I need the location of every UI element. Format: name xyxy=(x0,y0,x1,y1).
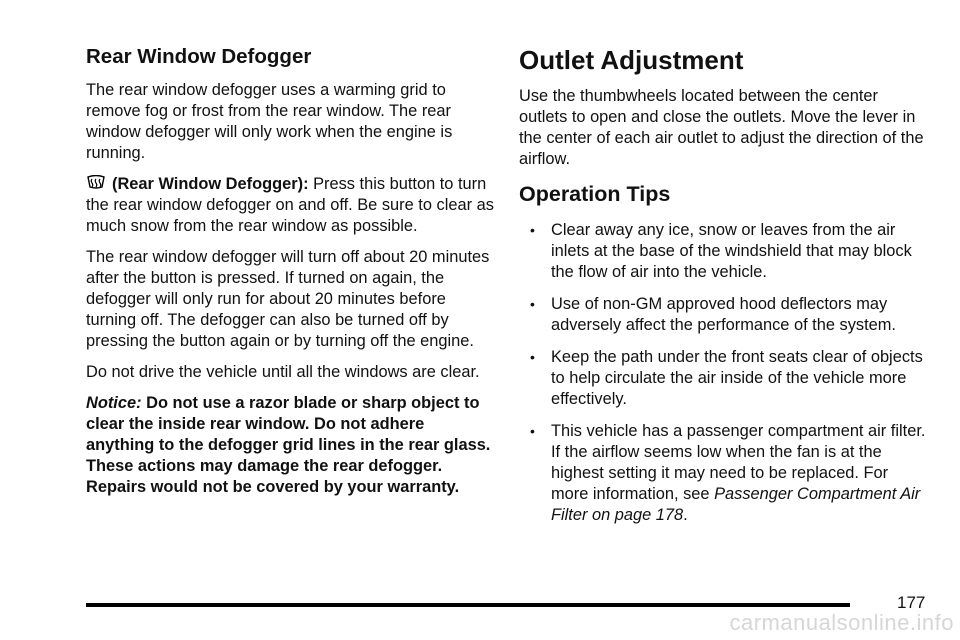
list-item xyxy=(519,347,929,410)
outlet-adjustment-paragraph: Use the thumbwheels located between the center outlets to open and close the outlets. Move the lever in the center of each air outlet to adjust the direction of the airflow. xyxy=(519,87,924,168)
list-item xyxy=(519,421,929,526)
rear-window-defogger-icon xyxy=(86,175,106,191)
list-item xyxy=(519,294,929,336)
left-column xyxy=(86,44,494,508)
page-number: 177 xyxy=(897,593,926,612)
tip-text: Use of non-GM approved hood deflectors may adversely affect the performance of the system. xyxy=(551,295,896,334)
operation-tips-heading: Operation Tips xyxy=(519,182,671,206)
defogger-intro-paragraph: The rear window defogger uses a warming grid to remove fog or frost from the rear window. The rear window defogger will only work when the engine is running. xyxy=(86,81,453,162)
tip-text: This vehicle has a passenger compartment air filter. If the airflow seems low when the fan is at the highest setting it may need to be replaced. For more information, see xyxy=(551,422,926,503)
right-column xyxy=(519,44,929,537)
tip-text: Clear away any ice, snow or leaves from the air inlets at the base of the windshield that may block the flow of air into the vehicle. xyxy=(551,221,912,281)
defogger-button-text: Press this button to turn the rear window defogger on and off. Be sure to clear as much snow from the rear window as possible. xyxy=(86,175,494,235)
bullet: • xyxy=(530,349,535,365)
notice-label: Notice: xyxy=(86,394,142,412)
operation-tips-list xyxy=(519,220,929,526)
defogger-button-label: (Rear Window Defogger): xyxy=(112,175,309,193)
bullet: • xyxy=(530,423,535,439)
footer-rule xyxy=(86,603,850,607)
list-item xyxy=(519,220,929,283)
bullet: • xyxy=(530,222,535,238)
defogger-timer-paragraph: The rear window defogger will turn off about 20 minutes after the button is pressed. If turned on again, the defogger will only run for about 20 minutes before turning off. The defogger can also be turned off by pressing the button again or by turning off the engine. xyxy=(86,248,490,350)
outlet-adjustment-heading: Outlet Adjustment xyxy=(519,45,744,75)
tip-end: . xyxy=(683,506,688,524)
rear-window-defogger-heading: Rear Window Defogger xyxy=(86,45,312,68)
notice-text: Do not use a razor blade or sharp object to clear the inside rear window. Do not adhere anything to the defogger grid lines in the rear glass. These actions may damage the rear defogger. Repairs would not be covered by your warranty. xyxy=(86,394,491,496)
notice-paragraph xyxy=(86,393,494,498)
defogger-button-paragraph xyxy=(86,174,494,237)
windows-clear-paragraph: Do not drive the vehicle until all the windows are clear. xyxy=(86,363,480,381)
tip-text: Keep the path under the front seats clear of objects to help circulate the air inside of the vehicle more effectively. xyxy=(551,348,923,408)
bullet: • xyxy=(530,296,535,312)
watermark: carmanualsonline.info xyxy=(729,610,954,635)
cross-reference-link[interactable]: Passenger Compartment Air Filter on page 178 xyxy=(551,485,921,524)
